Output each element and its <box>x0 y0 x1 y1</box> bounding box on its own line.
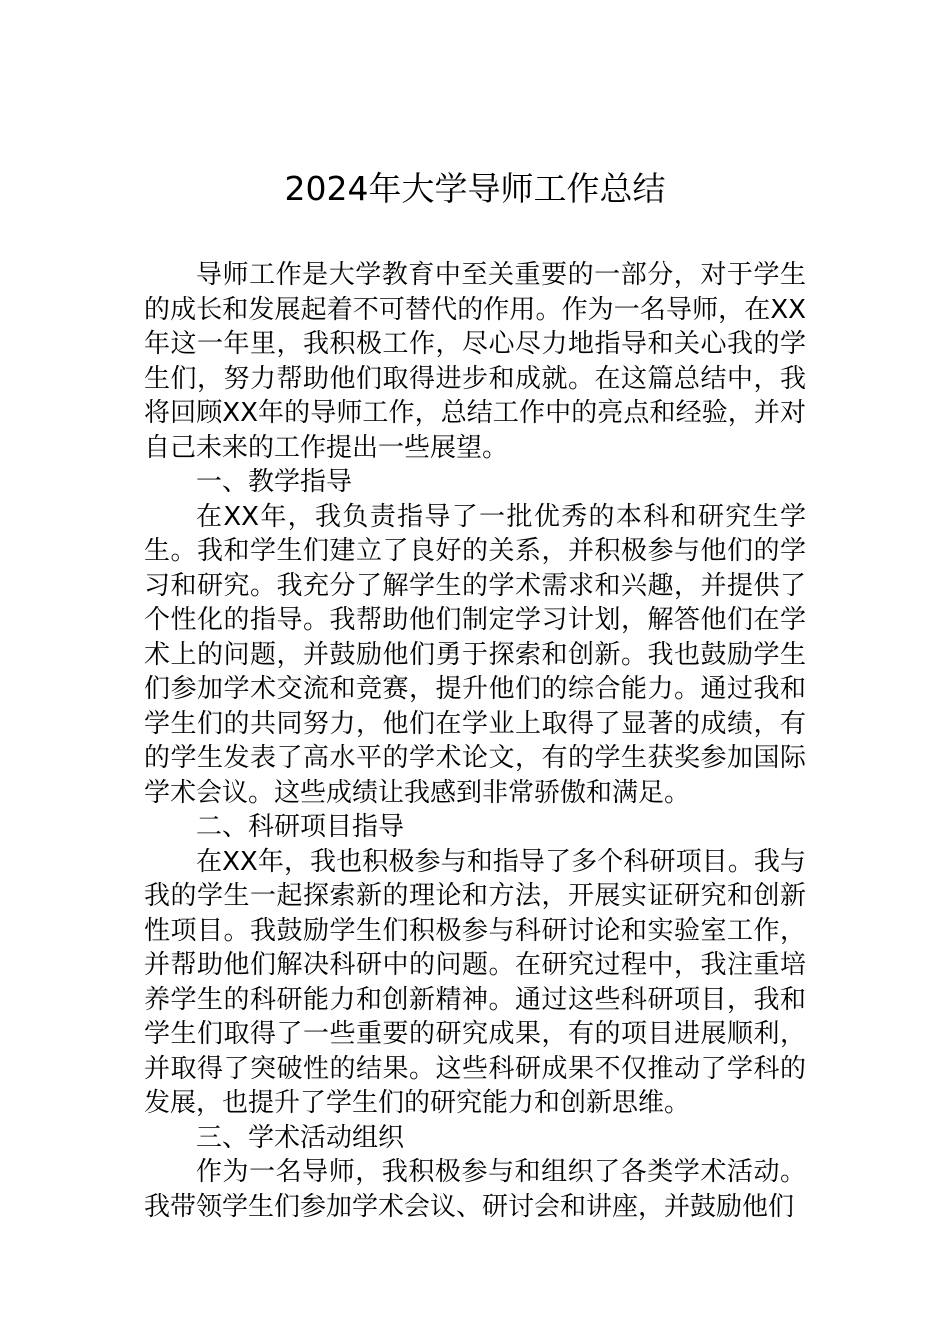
section-heading-teaching: 一、教学指导 <box>196 467 353 497</box>
teaching-paragraph: 在XX年，我负责指导了一批优秀的本科和研究生学生。我和学生们建立了良好的关系，并积极参与他们的学习和研究。我充分了解学生的学术需求和兴趣，并提供了个性化的指导。我帮助他们制定学习计划，解答他们在学术上的问题，并鼓励他们勇于探索和创新。我也鼓励学生们参加学术交流和竞赛，提升他们的综合能力。通过我和学生们的共同努力，他们在学业上取得了显著的成绩，有的学生发表了高水平的学术论文，有的学生获奖参加国际学术会议。这些成绩让我感到非常骄傲和满足。 <box>144 501 806 808</box>
research-paragraph: 在XX年，我也积极参与和指导了多个科研项目。我与我的学生一起探索新的理论和方法，开展实证研究和创新性项目。我鼓励学生们积极参与科研讨论和实验室工作，并帮助他们解决科研中的问题。在研究过程中，我注重培养学生的科研能力和创新精神。通过这些科研项目，我和学生们取得了一些重要的研究成果，有的项目进展顺利，并取得了突破性的结果。这些科研成果不仅推动了学科的发展，也提升了学生们的研究能力和创新思维。 <box>144 846 806 1118</box>
activities-paragraph: 作为一名导师，我积极参与和组织了各类学术活动。我带领学生们参加学术会议、研讨会和讲座，并鼓励他们 <box>144 1157 806 1222</box>
section-heading-activities: 三、学术活动组织 <box>196 1122 405 1153</box>
section-heading-research: 二、科研项目指导 <box>196 812 405 842</box>
document-title: 2024年大学导师工作总结 <box>284 169 666 208</box>
intro-paragraph: 导师工作是大学教育中至关重要的一部分，对于学生的成长和发展起着不可替代的作用。作为一名导师，在XX年这一年里，我积极工作，尽心尽力地指导和关心我的学生们，努力帮助他们取得进步和成就。在这篇总结中，我将回顾XX年的导师工作，总结工作中的亮点和经验，并对自己未来的工作提出一些展望。 <box>144 260 806 463</box>
document-body <box>144 258 806 1224</box>
